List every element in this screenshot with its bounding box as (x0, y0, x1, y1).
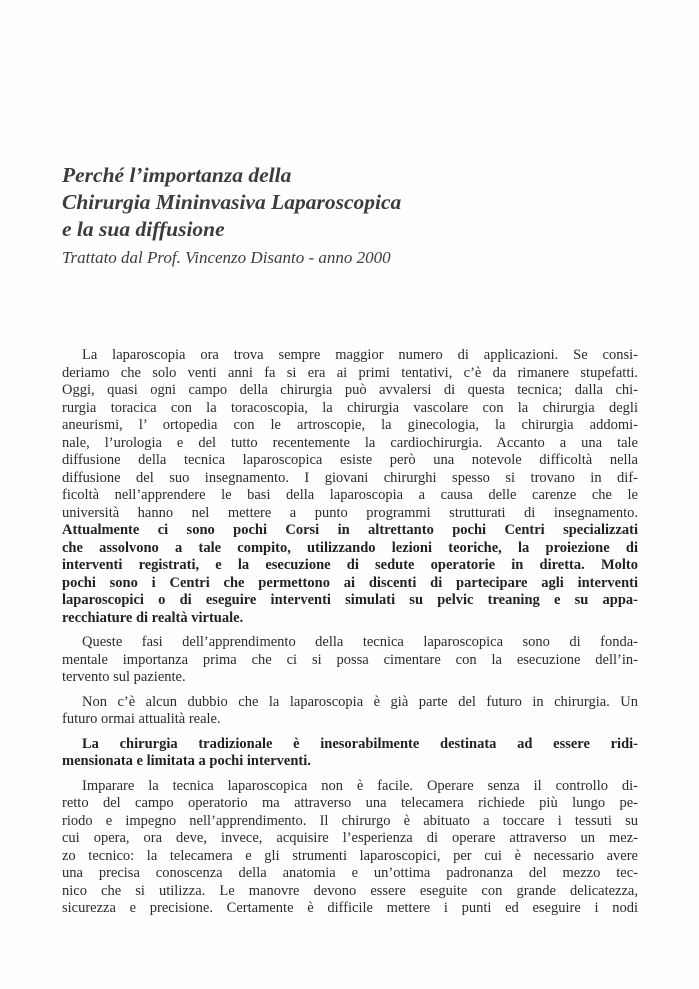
page-subtitle: Trattato dal Prof. Vincenzo Disanto - anno 2000 (62, 248, 391, 267)
text-line: nico che si utilizza. Le manovre devono essere eseguite con grande delicatezza, (62, 882, 638, 899)
title-block (62, 162, 642, 270)
text-line: ficoltà nell’apprendere le basi della laparoscopia a causa delle carenze che le (62, 487, 638, 503)
text-line: rurgia toracica con la toracoscopia, la chirurgia vascolare con la chirurgia degli (62, 399, 638, 416)
text-line: pochi sono i Centri che permettono ai discenti di partecipare agli interventi (62, 574, 638, 591)
text-line: deriamo che solo venti anni fa si era ai primi tentativi, c’è da rimanere stupefatti. (62, 364, 638, 381)
text-line: interventi registrati, e la esecuzione di sedute operatorie in diretta. Molto (62, 557, 638, 573)
body-text (62, 347, 638, 918)
paragraph (62, 694, 638, 729)
text-line: Non c’è alcun dubbio che la laparoscopia è già parte del futuro in chirurgia. Un (82, 693, 638, 710)
text-line: che assolvono a tale compito, utilizzando lezioni teoriche, la proiezione di (62, 539, 638, 556)
text-line: futuro ormai attualità reale. (62, 711, 221, 727)
paragraph (62, 778, 638, 918)
text-line: riodo e impegno nell’apprendimento. Il chirurgo è abituato a toccare i tessuti su (62, 812, 638, 829)
text-line: aneurismi, l’ ortopedia con le artroscopie, la ginecologia, la chirurgia addomi- (62, 417, 638, 433)
text-line: zo tecnico: la telecamera e gli strumenti laparoscopici, per cui è necessario avere (62, 847, 638, 864)
text-line: La laparoscopia ora trova sempre maggior numero di applicazioni. Se consi- (82, 347, 638, 363)
text-line: diffusione del suo insegnamento. I giovani chirurghi spesso si trovano in dif- (62, 469, 638, 486)
text-line: tervento sul paziente. (62, 669, 186, 685)
text-line: cui opera, ora deve, invece, acquisire l’esperienza di operare attraverso un mez- (62, 830, 638, 846)
paragraph (62, 736, 638, 771)
text-line: mentale importanza prima che ci si possa cimentare con la esecuzione dell’in- (62, 651, 638, 668)
text-line: sicurezza e precisione. Certamente è difficile mettere i punti ed eseguire i nodi (62, 900, 638, 916)
page-title-line-1: Perché l’importanza della (62, 163, 292, 187)
text-line: università hanno nel mettere a punto programmi strutturati di insegnamento. (62, 504, 638, 521)
text-line: mensionata e limitata a pochi interventi. (62, 753, 311, 769)
paragraph (62, 347, 638, 627)
text-line: recchiature di realtà virtuale. (62, 609, 244, 626)
text-line: retto del campo operatorio ma attraverso una telecamera richiede più lungo pe- (62, 795, 638, 811)
text-line: una precisa conoscenza della anatomia e un’ottima padronanza del mezzo tec- (62, 865, 638, 881)
text-line: Imparare la tecnica laparoscopica non è facile. Operare senza il controllo di- (82, 777, 638, 794)
text-line: La chirurgia tradizionale è inesorabilmente destinata ad essere ridi- (82, 735, 638, 752)
text-line: Oggi, quasi ogni campo della chirurgia può avvalersi di questa tecnica; dalla chi- (62, 382, 638, 398)
page-title-line-2: Chirurgia Mininvasiva Laparoscopica (62, 190, 402, 214)
text-line: laparoscopici o di eseguire interventi simulati su pelvic treaning e su appa- (62, 592, 638, 608)
text-line: Queste fasi dell’apprendimento della tecnica laparoscopica sono di fonda- (82, 634, 638, 650)
page-title-line-3: e la sua diffusione (62, 217, 225, 241)
text-line: Attualmente ci sono pochi Corsi in altrettanto pochi Centri specializzati (62, 522, 638, 538)
text-line: nale, l’urologia e del tutto recentemente la cardiochirurgia. Accanto a una tale (62, 434, 638, 451)
text-line: diffusione della tecnica laparoscopica esiste però una notevole difficoltà nella (62, 452, 638, 468)
paragraph (62, 634, 638, 687)
